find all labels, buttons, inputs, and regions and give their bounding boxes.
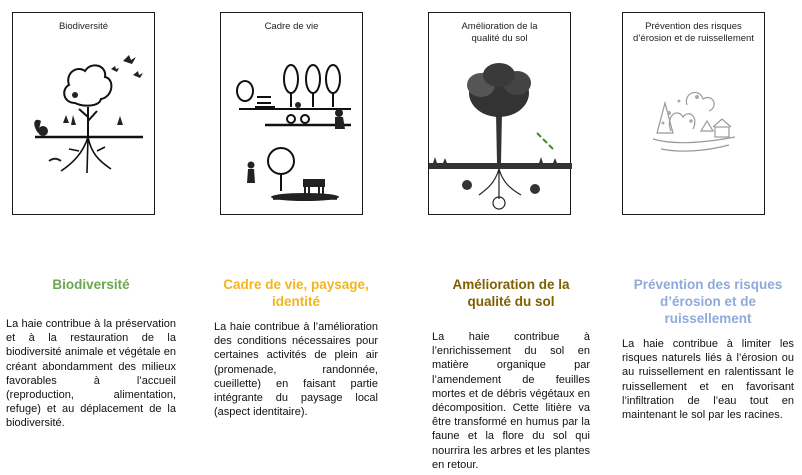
section-qualite-du-sol (432, 276, 590, 472)
card-cadre-de-vie (220, 12, 363, 215)
card-prevention-erosion (622, 12, 765, 215)
section-body: La haie contribue à la préservation et à la restauration de la biodiversité animale et végétale en créant abondamment des milieux favorables à l’accueil (reproduction, alimentation, refuge) et au déplacement de la biodiversité. (6, 318, 176, 430)
section-heading: Prévention des risques d’érosion et de ruissellement (633, 277, 783, 326)
section-heading: Amélioration de la qualité du sol (452, 277, 570, 309)
section-body: La haie contribue à l’amélioration des conditions nécessaires pour certaines activités de plein air (promenade, randonnée, cueillette) en faisant partie intégrante du paysage local (aspect identitaire). (214, 321, 378, 419)
card-title: Amélioration de la qualité du sol (461, 21, 538, 44)
section-prevention-erosion (622, 276, 794, 422)
section-body: La haie contribue à limiter les risques naturels liés à l’érosion ou au ruissellement en ralentissant le ruissellement et en favorisant l’infiltration de l’eau tout en maintenant le sol par les racines. (622, 338, 794, 422)
section-body: La haie contribue à l’enrichissement du sol en matière organique par l’amendement de feuilles mortes et de débris végétaux en décomposition. Cette litière va être transformé en humus par la faune et la flore du sol qui nourrira les arbres et les plantes en retour. (432, 331, 590, 471)
landscape-illustration (221, 13, 364, 216)
card-title: Biodiversité (58, 21, 109, 32)
biodiversity-illustration (13, 13, 156, 216)
card-title: Prévention des risques d’érosion et de ruissellement (633, 21, 754, 44)
section-biodiversite (6, 276, 176, 431)
soil-illustration (429, 13, 572, 216)
section-cadre-de-vie (214, 276, 378, 419)
card-qualite-du-sol (428, 12, 571, 215)
section-heading: Cadre de vie, paysage, identité (223, 277, 369, 309)
card-title: Cadre de vie (264, 21, 319, 32)
section-heading: Biodiversité (52, 277, 130, 292)
card-biodiversite (12, 12, 155, 215)
erosion-illustration (623, 13, 766, 216)
